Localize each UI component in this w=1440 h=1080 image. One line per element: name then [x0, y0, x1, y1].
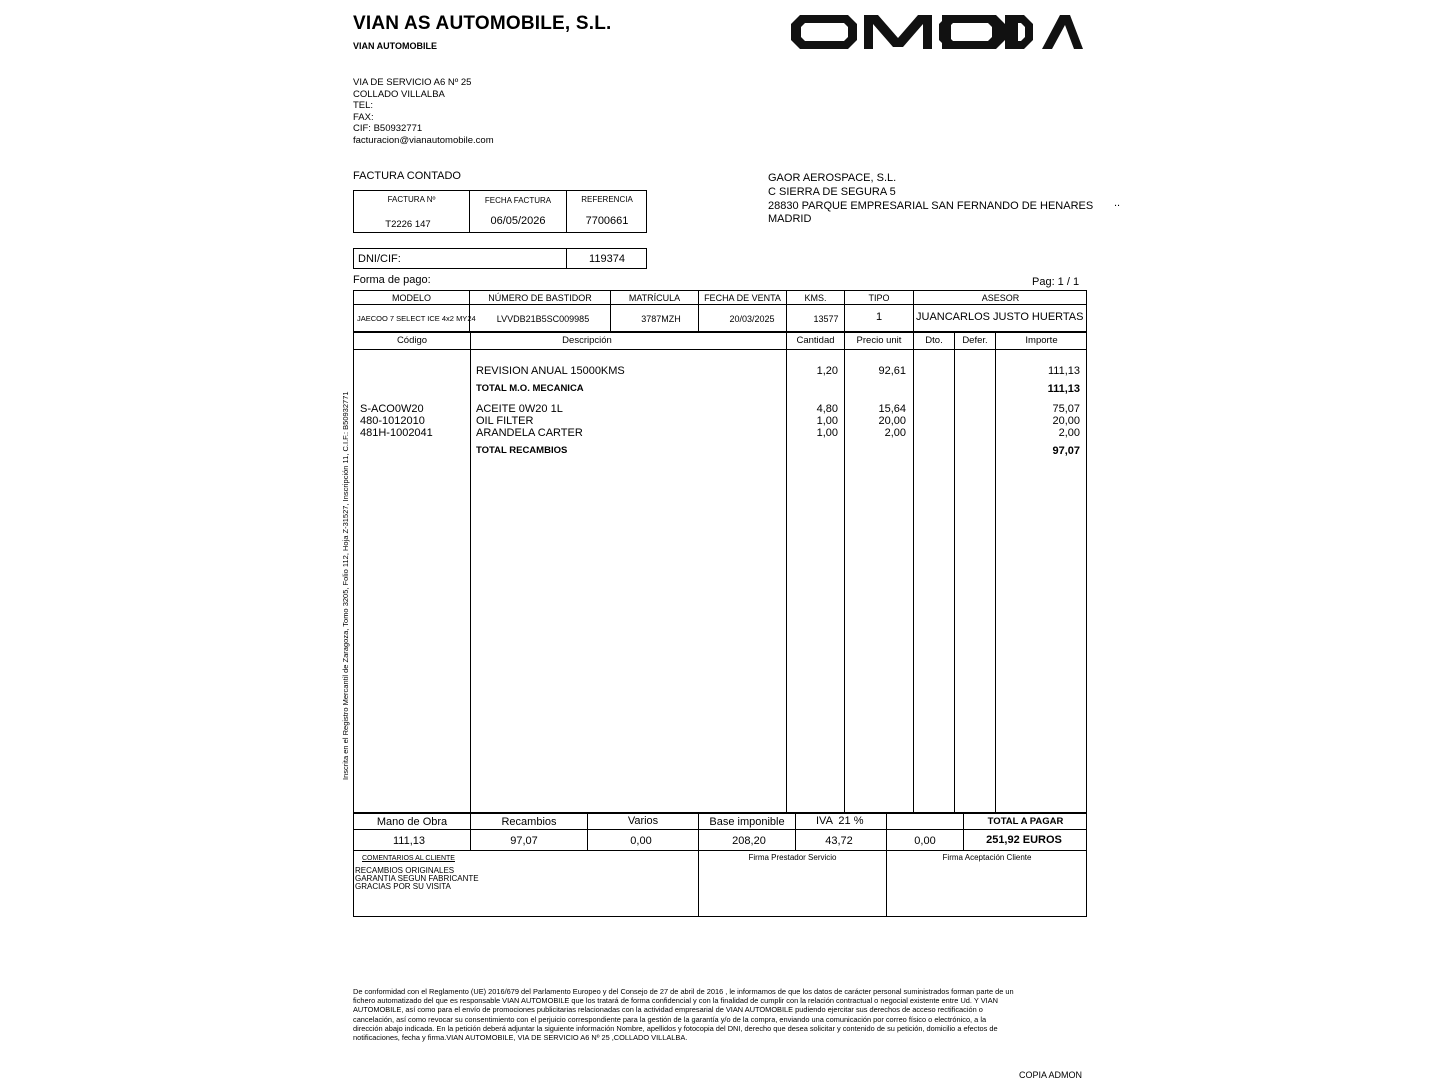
invoice-ref: 7700661: [585, 215, 629, 227]
vehicle-header-model: MODELO: [391, 293, 431, 303]
line-unit-price: 92,61: [878, 365, 906, 377]
total-value-labour: 111,13: [392, 835, 425, 847]
lines-header-deferred: Defer.: [962, 335, 988, 346]
line-description: ACEITE 0W20 1L: [476, 403, 563, 415]
legal-notice: De conformidad con el Reglamento (UE) 2016/679 del Parlamento Europeo y del Consejo de 27 de abril de 2016 , le informamos de que los datos de carácter personal suministrados forman parte de un fichero automatizado del que es responsable VIAN AUTOMOBILE que los tratará de forma confidencial y con la finalidad de cumplir con la relación contractual o negocial existente entre Ud. Y VIAN AUTOMOBILE, así como para el envío de promociones publicitarias relacionadas con la actividad empresarial de VIAN AUTOMOBILE pudiendo ejercitar sus derechos de acceso rectificación o cancelación, así como revocar su consentimiento con el perjuicio correspondiente para la gestión de la garantía y/o de la compra, enviando una comunicación por correo físico o electrónico, a la dirección abajo indicada. En la petición deberá adjuntar la siguiente información Nombre, apellidos y fotocopia del DNI, derecho que desea solicitar y contenido de su petición, domicilio a efectos de notificaciones, fecha y firma.VIAN AUTOMOBILE, VIA DE SERVICIO A6 Nº 25 ,COLLADO VILLALBA.: [353, 987, 1014, 1043]
line-subtotal-amount: 97,07: [1052, 445, 1080, 457]
registry-side-text: Inscrita en el Registro Mercantil de Zaragoza, Tomo 3205, Folio 112, Hoja Z-31527, Inscripción 11, C.I.F.: B50932771: [341, 391, 350, 780]
line-code: 481H-1002041: [360, 427, 433, 439]
vehicle-type: 1: [875, 311, 883, 323]
document-type: FACTURA CONTADO: [353, 170, 461, 182]
vehicle-header-kms: KMS.: [804, 293, 827, 303]
vehicle-header-plate: MATRÍCULA: [628, 293, 681, 303]
lines-header-code: Código: [396, 335, 428, 346]
total-label-grand-total: TOTAL A PAGAR: [987, 816, 1064, 827]
line-description: OIL FILTER: [476, 415, 534, 427]
invoice-date-label: FECHA FACTURA: [484, 196, 552, 205]
dni-value: 119374: [589, 253, 625, 265]
total-label-tax-base: Base imponible: [709, 816, 785, 828]
total-value-other: 0,00: [914, 835, 936, 847]
invoice-number-label: FACTURA Nº: [387, 195, 436, 204]
line-unit-price: 2,00: [884, 427, 906, 439]
company-name: VIAN AS AUTOMOBILE, S.L.: [353, 13, 612, 34]
line-subtotal-amount: 111,13: [1047, 383, 1080, 395]
comments-title: COMENTARIOS AL CLIENTE: [362, 855, 455, 862]
vehicle-advisor: JUANCARLOS JUSTO HUERTAS: [916, 311, 1084, 323]
line-description: REVISION ANUAL 15000KMS: [476, 365, 625, 377]
vehicle-plate: 3787MZH: [641, 314, 681, 324]
line-code: S-ACO0W20: [360, 403, 424, 415]
copy-label: COPIA ADMON: [1019, 1070, 1083, 1080]
payment-label: Forma de pago:: [353, 274, 431, 286]
total-label-labour: Mano de Obra: [376, 816, 448, 828]
total-value-vat: 43,72: [825, 835, 853, 847]
total-value-misc: 0,00: [630, 835, 652, 847]
total-label-misc: Varios: [627, 815, 659, 827]
lines-header-amount: Importe: [1025, 335, 1058, 346]
vehicle-model: JAECOO 7 SELECT ICE 4x2 MY24: [357, 314, 476, 323]
line-amount: 111,13: [1047, 365, 1080, 377]
brand-logo-d-left: [940, 14, 1004, 50]
vehicle-header-advisor: ASESOR: [981, 293, 1020, 303]
total-label-parts: Recambios: [501, 816, 557, 828]
total-value-tax-base: 208,20: [732, 835, 766, 847]
signature-client-label: Firma Aceptación Cliente: [942, 853, 1032, 862]
line-amount: 75,07: [1052, 403, 1080, 415]
vehicle-vin: LVVDB21B5SC009985: [496, 314, 590, 324]
lines-header-quantity: Cantidad: [796, 335, 835, 346]
company-subname: VIAN AUTOMOBILE: [353, 41, 438, 51]
invoice-number: T2226 147: [385, 219, 431, 230]
vehicle-header-type: TIPO: [868, 293, 890, 303]
comments-lines: RECAMBIOS ORIGINALES GARANTIA SEGUN FABRICANTE GRACIAS POR SU VISITA: [355, 866, 479, 891]
line-amount: 20,00: [1052, 415, 1080, 427]
customer-dots: ..: [1114, 197, 1121, 209]
customer-address: GAOR AEROSPACE, S.L. C SIERRA DE SEGURA 5 28830 PARQUE EMPRESARIAL SAN FERNANDO DE HENARES MADRID: [768, 172, 1094, 226]
vehicle-header-sale-date: FECHA DE VENTA: [704, 293, 781, 303]
line-description: ARANDELA CARTER: [476, 427, 583, 439]
invoice-ref-label: REFERENCIA: [581, 195, 633, 204]
brand-logo-d-a: [1004, 14, 1084, 50]
lines-header-discount: Dto.: [925, 335, 943, 346]
line-quantity: 1,20: [816, 365, 838, 377]
line-amount: 2,00: [1058, 427, 1080, 439]
page-number: Pag: 1 / 1: [1032, 276, 1080, 288]
line-unit-price: 15,64: [878, 403, 906, 415]
lines-table: [353, 332, 1087, 813]
vehicle-sale-date: 20/03/2025: [729, 314, 775, 324]
line-subtotal-label: TOTAL M.O. MECANICA: [476, 383, 584, 394]
total-value-grand-total: 251,92 EUROS: [986, 834, 1062, 846]
line-quantity: 1,00: [816, 427, 838, 439]
line-quantity: 4,80: [816, 403, 838, 415]
company-address: VIA DE SERVICIO A6 Nº 25 COLLADO VILLALBA TEL: FAX: CIF: B50932771 facturacion@vianautomobile.com: [353, 77, 494, 146]
total-label-vat: IVA 21 %: [816, 815, 864, 827]
lines-header-unit-price: Precio unit: [856, 335, 902, 346]
vehicle-header-vin: NÚMERO DE BASTIDOR: [488, 293, 592, 303]
total-value-parts: 97,07: [510, 835, 538, 847]
line-quantity: 1,00: [816, 415, 838, 427]
vehicle-kms: 13577: [813, 314, 839, 324]
invoice-date: 06/05/2026: [490, 215, 546, 227]
dni-label: DNI/CIF:: [358, 253, 401, 265]
line-unit-price: 20,00: [878, 415, 906, 427]
line-code: 480-1012010: [360, 415, 425, 427]
line-subtotal-label: TOTAL RECAMBIOS: [476, 445, 568, 456]
signature-provider-label: Firma Prestador Servicio: [748, 853, 837, 862]
lines-header-description: Descripción: [562, 335, 612, 346]
